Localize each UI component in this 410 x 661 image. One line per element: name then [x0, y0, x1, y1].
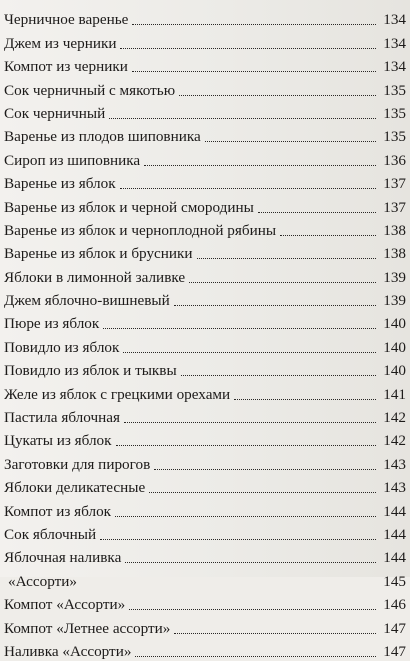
toc-entry	[4, 404, 406, 427]
toc-entry	[4, 357, 406, 380]
toc-entry-page-number: 139	[383, 268, 406, 286]
toc-entry-page-number: 143	[383, 455, 406, 473]
toc-entry-title: Компот из яблок	[4, 502, 112, 520]
toc-dot-leader	[132, 71, 376, 72]
toc-entry-title: Желе из яблок с грецкими орехами	[4, 385, 231, 403]
toc-entry-title: Варенье из яблок и черноплодной рябины	[4, 221, 277, 239]
toc-entry-title: Варенье из плодов шиповника	[4, 128, 201, 146]
toc-entry	[4, 76, 406, 99]
toc-entry-page-number: 144	[383, 525, 406, 543]
toc-entry-page-number: 139	[383, 292, 406, 310]
toc-entry	[4, 146, 406, 169]
toc-dot-leader	[123, 352, 376, 353]
toc-entry-page-number: 147	[383, 642, 406, 660]
toc-entry-title: Повидло из яблок	[4, 338, 120, 356]
toc-entry-page-number: 136	[383, 151, 406, 169]
toc-entry-page-number: 142	[383, 409, 406, 427]
toc-entry-title: Компот «Летнее ассорти»	[4, 619, 171, 637]
toc-entry-title: Повидло из яблок и тыквы	[4, 362, 177, 380]
toc-dot-leader	[144, 165, 376, 166]
toc-entry-page-number: 135	[383, 81, 406, 99]
toc-entry-page-number: 140	[383, 362, 406, 380]
toc-entry	[4, 287, 406, 310]
toc-dot-leader	[154, 469, 376, 470]
toc-entry-title: «Ассорти»	[8, 572, 78, 590]
toc-dot-leader	[129, 609, 376, 610]
toc-entry-title: Черничное варенье	[4, 11, 129, 29]
toc-entry-page-number: 144	[383, 549, 406, 567]
toc-entry	[4, 638, 406, 661]
toc-entry-title: Сок черничный	[4, 104, 106, 122]
toc-entry-page-number: 147	[383, 619, 406, 637]
toc-entry-page-number: 140	[383, 315, 406, 333]
toc-dot-leader	[125, 562, 376, 563]
toc-entry-page-number: 144	[383, 502, 406, 520]
toc-entry-title: Заготовки для пирогов	[4, 455, 151, 473]
toc-dot-leader	[100, 539, 376, 540]
toc-entry-title: Яблоки деликатесные	[4, 479, 146, 497]
toc-entry	[4, 263, 406, 286]
toc-dot-leader	[234, 399, 376, 400]
toc-entry	[4, 29, 406, 52]
toc-dot-leader	[174, 305, 376, 306]
toc-dot-leader	[258, 212, 376, 213]
toc-dot-leader	[124, 422, 376, 423]
toc-entry	[4, 567, 406, 590]
toc-entry	[4, 123, 406, 146]
toc-dot-leader	[280, 235, 376, 236]
toc-dot-leader	[103, 328, 376, 329]
toc-entry-title: Компот «Ассорти»	[4, 596, 126, 614]
toc-entry-title: Джем яблочно-вишневый	[4, 292, 170, 310]
toc-entry-page-number: 138	[383, 245, 406, 263]
toc-entry-page-number: 146	[383, 596, 406, 614]
toc-entry-title: Сироп из шиповника	[4, 151, 141, 169]
toc-entry-title: Сок яблочный	[4, 525, 97, 543]
toc-entry	[4, 497, 406, 520]
toc-entry	[4, 217, 406, 240]
toc-entry-page-number: 145	[383, 572, 406, 590]
toc-entry	[4, 427, 406, 450]
toc-dot-leader	[116, 445, 376, 446]
toc-dot-leader	[189, 282, 376, 283]
toc-entry	[4, 6, 406, 29]
toc-entry-page-number: 135	[383, 104, 406, 122]
toc-dot-leader	[120, 48, 376, 49]
toc-entry-title: Сок черничный с мякотью	[4, 81, 176, 99]
toc-entry	[4, 450, 406, 473]
toc-dot-leader	[120, 188, 376, 189]
toc-dot-leader	[181, 375, 376, 376]
toc-entry	[4, 170, 406, 193]
toc-entry-title: Пюре из яблок	[4, 315, 100, 333]
toc-entry-title: Яблоки в лимонной заливке	[4, 268, 186, 286]
toc-entry-title: Варенье из яблок и брусники	[4, 245, 193, 263]
toc-entry	[4, 380, 406, 403]
toc-entry	[4, 474, 406, 497]
toc-entry	[4, 310, 406, 333]
toc-entry-page-number: 134	[383, 58, 406, 76]
toc-dot-leader	[174, 633, 376, 634]
toc-entry-page-number: 134	[383, 11, 406, 29]
toc-entry	[4, 100, 406, 123]
table-of-contents	[4, 6, 406, 661]
toc-dot-leader	[197, 258, 376, 259]
toc-entry-page-number: 138	[383, 221, 406, 239]
toc-entry-title: Варенье из яблок и черной смородины	[4, 198, 254, 216]
toc-entry-title: Пастила яблочная	[4, 409, 120, 427]
toc-entry-page-number: 143	[383, 479, 406, 497]
toc-entry-page-number: 140	[383, 338, 406, 356]
toc-entry	[4, 53, 406, 76]
toc-entry	[4, 521, 406, 544]
toc-dot-leader	[205, 141, 376, 142]
toc-entry	[4, 240, 406, 263]
toc-entry-page-number: 137	[383, 175, 406, 193]
toc-entry	[4, 193, 406, 216]
toc-entry-page-number: 135	[383, 128, 406, 146]
toc-entry-title: Цукаты из яблок	[4, 432, 112, 450]
toc-entry-page-number: 141	[383, 385, 406, 403]
toc-dot-leader	[132, 24, 376, 25]
toc-entry-title: Наливка «Ассорти»	[4, 642, 132, 660]
toc-entry-title: Джем из черники	[4, 34, 117, 52]
toc-dot-leader	[109, 118, 376, 119]
toc-entry-title: Яблочная наливка	[4, 549, 122, 567]
toc-entry-page-number: 142	[383, 432, 406, 450]
toc-dot-leader	[179, 95, 376, 96]
toc-entry-title: Варенье из яблок	[4, 175, 116, 193]
toc-entry-title: Компот из черники	[4, 58, 128, 76]
toc-entry	[4, 544, 406, 567]
toc-dot-leader	[135, 656, 376, 657]
toc-dot-leader	[115, 516, 376, 517]
toc-entry-page-number: 137	[383, 198, 406, 216]
toc-entry	[4, 614, 406, 637]
toc-entry-page-number: 134	[383, 34, 406, 52]
toc-entry	[4, 591, 406, 614]
toc-dot-leader	[149, 492, 376, 493]
toc-entry	[4, 333, 406, 356]
